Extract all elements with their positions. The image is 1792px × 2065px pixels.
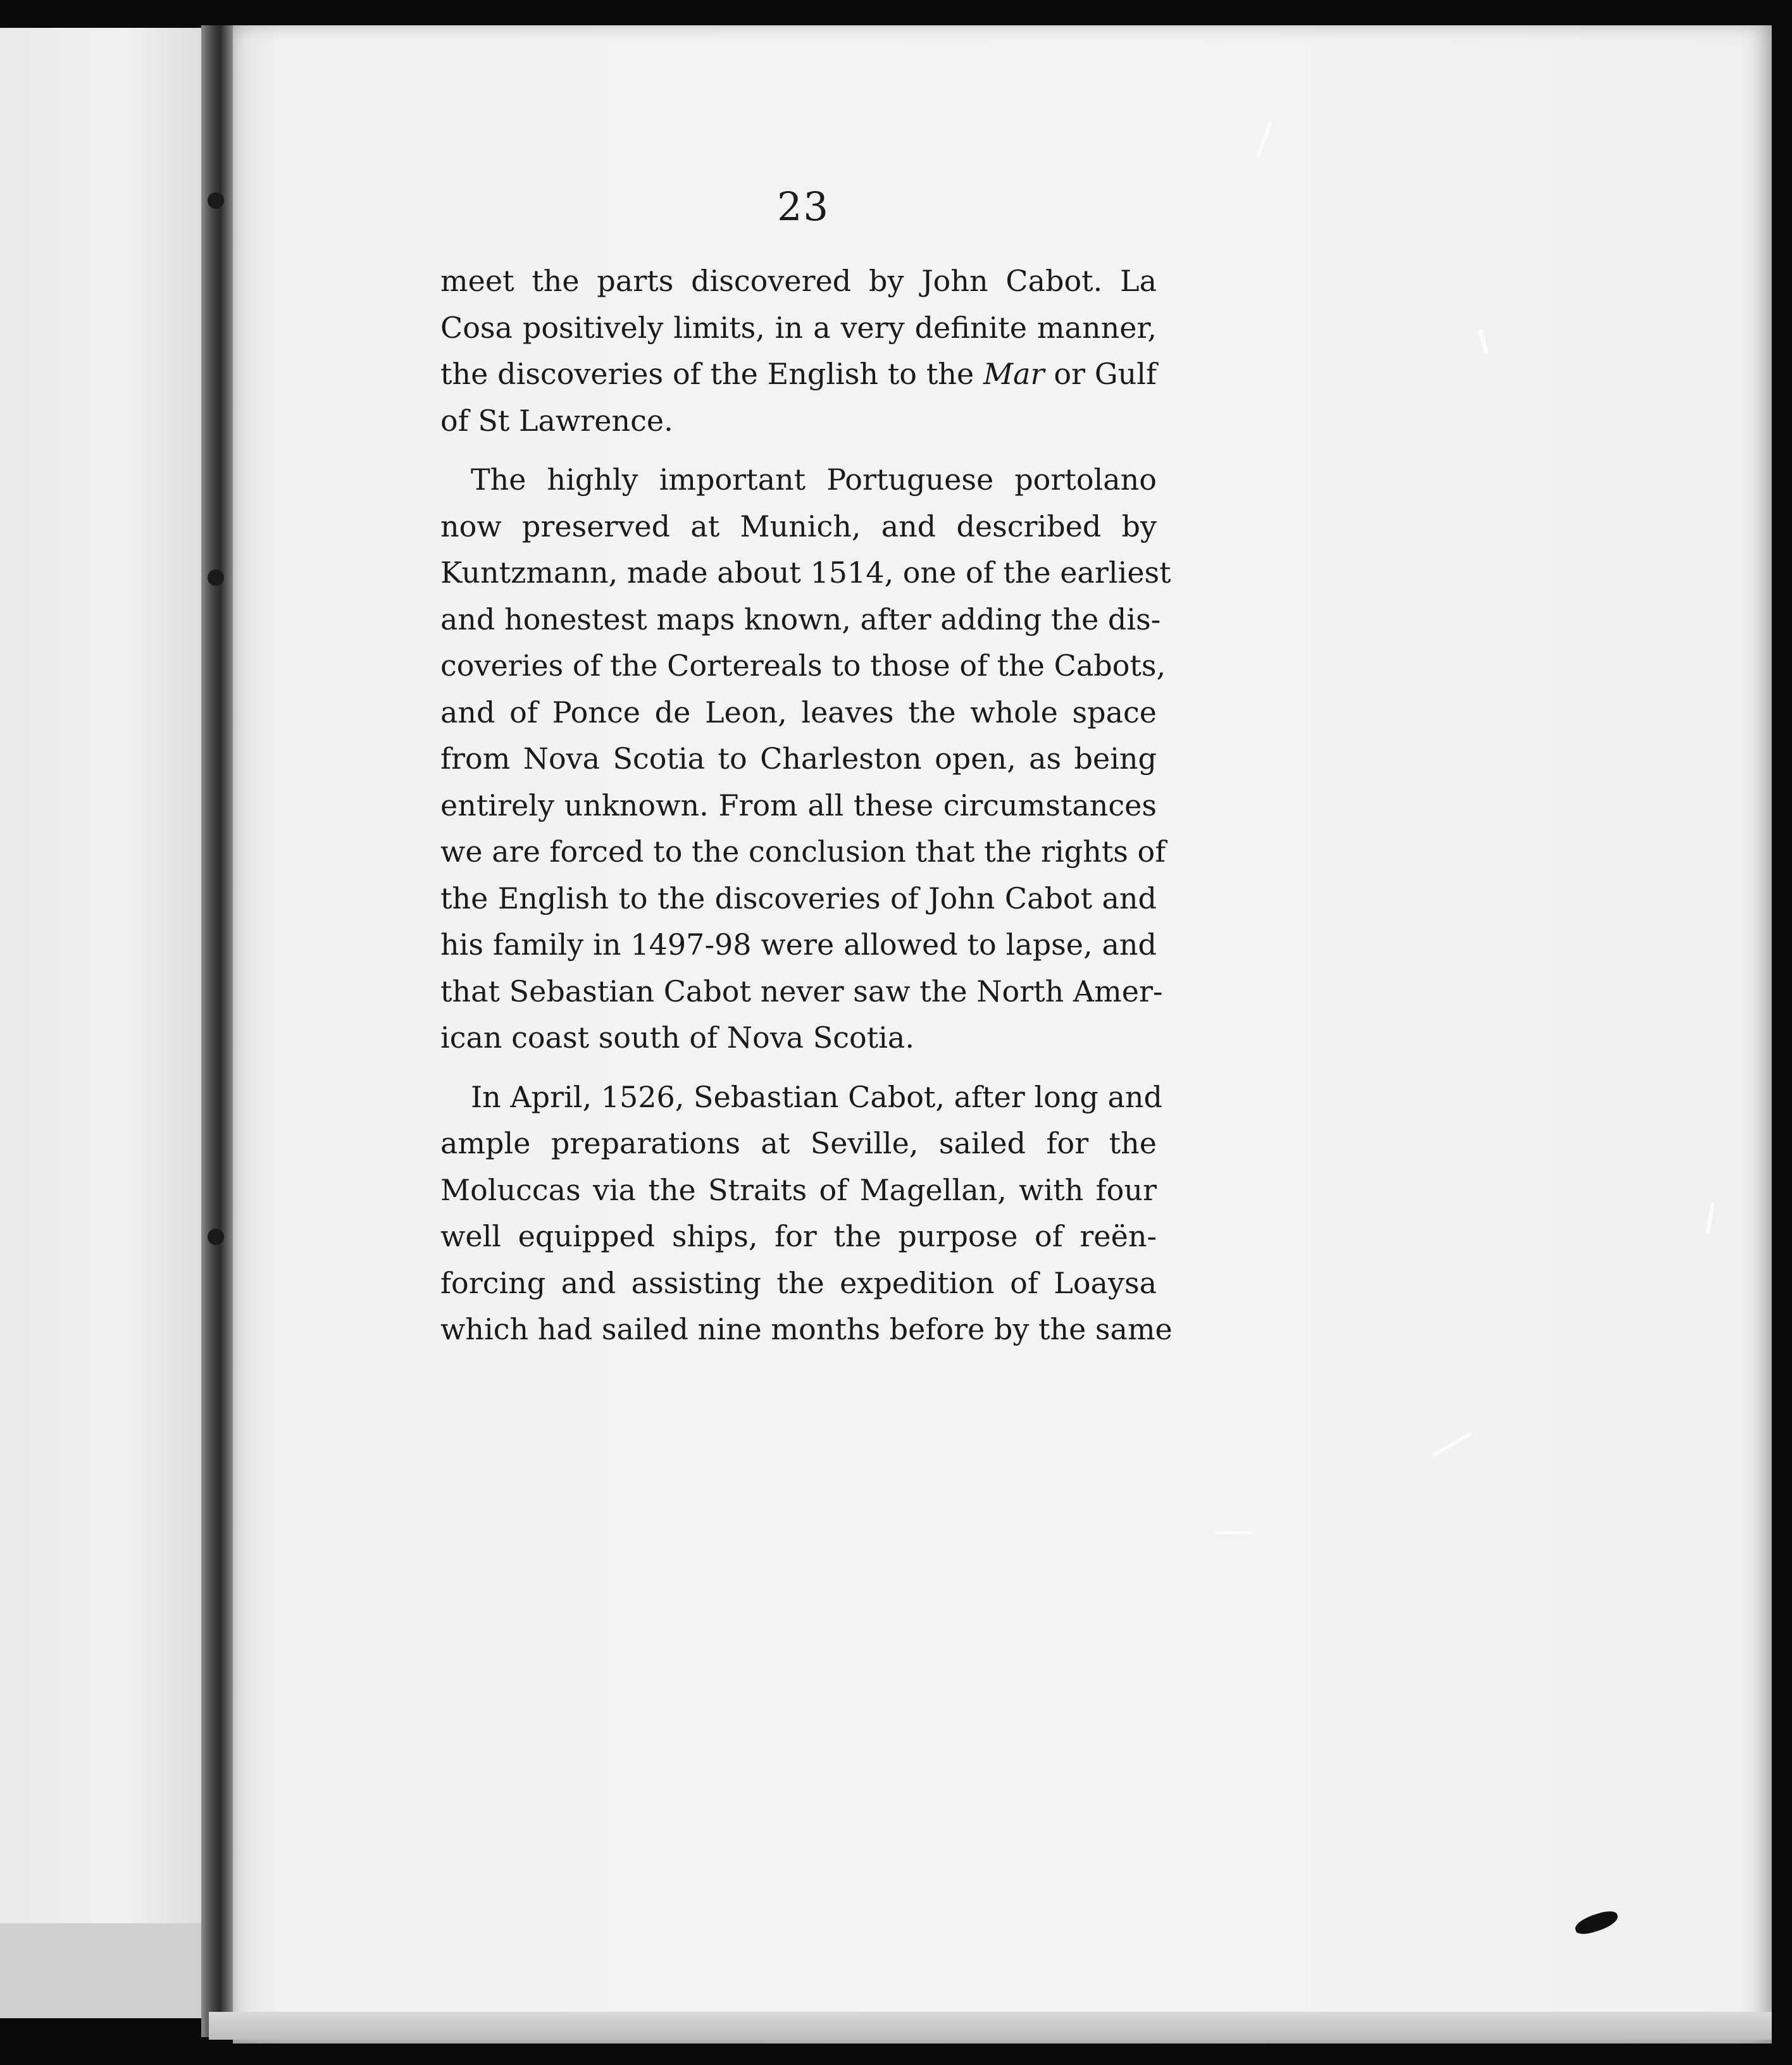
text-line: we are forced to the conclusion that the rights of — [440, 834, 1166, 869]
text-line: In April, 1526, Sebastian Cabot, after long and — [471, 1079, 1162, 1114]
text-line: of St Lawrence. — [440, 403, 673, 438]
text-line: ican coast south of Nova Scotia. — [440, 1020, 914, 1055]
page-bottom-edge — [209, 2012, 1772, 2040]
binding-stitch — [208, 569, 224, 586]
text-line: his family in 1497-98 were allowed to lapse, and — [440, 927, 1157, 962]
previous-page-edge — [0, 28, 209, 1961]
binding-stitch — [208, 1229, 224, 1245]
text-line: that Sebastian Cabot never saw the North Amer- — [440, 974, 1163, 1008]
italic-word: Mar — [983, 357, 1045, 391]
text-line: Moluccas via the Straits of Magellan, with four — [440, 1172, 1157, 1207]
text-line: coveries of the Cortereals to those of the Cabots, — [440, 648, 1166, 683]
text-line: well equipped ships, for the purpose of reën- — [440, 1219, 1157, 1253]
text-line: meet the parts discovered by John Cabot. La — [440, 264, 1157, 298]
text-line: from Nova Scotia to Charleston open, as being — [440, 741, 1157, 776]
text-line: Cosa positively limits, in a very definite manner, — [440, 310, 1157, 345]
text-line: which had sailed nine months before by the same — [440, 1312, 1173, 1346]
text-line: ample preparations at Seville, sailed for the — [440, 1126, 1157, 1160]
text-line: The highly important Portuguese portolano — [471, 462, 1157, 497]
book-gutter — [201, 25, 235, 2037]
text-line: entirely unknown. From all these circumstances — [440, 788, 1157, 822]
binding-stitch — [208, 192, 224, 209]
text-line: and honestest maps known, after adding the dis- — [440, 602, 1161, 636]
text-line: Kuntzmann, made about 1514, one of the earliest — [440, 555, 1171, 590]
body-text — [440, 258, 1173, 1353]
text-line: the English to the discoveries of John Cabot and — [440, 881, 1157, 915]
text-line: forcing and assisting the expedition of Loaysa — [440, 1265, 1157, 1300]
previous-page-bottom — [0, 1923, 209, 2018]
page-number: 23 — [777, 183, 830, 230]
paragraph-gap — [440, 1062, 1157, 1074]
text-line: the discoveries of the English to the Mar or Gulf — [440, 357, 1157, 391]
paragraph-gap — [440, 444, 1157, 457]
scan-speck — [1215, 1531, 1253, 1534]
text-line: and of Ponce de Leon, leaves the whole space — [440, 695, 1157, 729]
text-line: now preserved at Munich, and described by — [440, 509, 1157, 543]
